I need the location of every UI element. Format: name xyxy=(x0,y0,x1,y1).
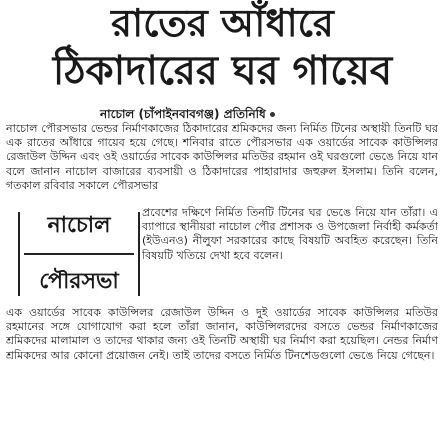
box-label-line-2: পৌরসভা xyxy=(39,268,119,294)
box-label-line-1: নাচোল xyxy=(47,213,111,238)
bullet-icon xyxy=(270,112,275,117)
headline-line-2: ঠিকাদারের ঘর গায়েব xyxy=(52,48,393,94)
box-divider xyxy=(24,253,134,255)
article-paragraph-1: নাচোল পৌরসভার ভেন্ডর নির্মাণকাজের ঠিকাদারের শ্রমিকদের জন্য নির্মিত টিনের অস্থায়ী তিনটি ঘর এক রাতের আঁধারে গায়েব হয়ে গেছে। শনিবার রাতে পৌরসভার এক ওয়ার্ডের সাবেক কাউন্সিলর রেজাউল উদ্দিন এবং ওই ওয়ার্ডের সাবেক কাউন্সিলর মতিউর রহমান ওই ঘরগুলো ভেঙে নিয়ে যান বলে জানান নাচোল বাজারের ব্যবসায়ী ও ঠিকাদারের পাহারাদার জহুরুল ইসলাম। তিনি বলেন, গতকাল রবিবার সকালে পৌরসভার xyxy=(6,122,438,192)
article-paragraph-2: প্রবেশের দক্ষিণে নির্মিত তিনটি টিনের ঘর ভেঙে নিয়ে যান তাঁরা। এ ব্যাপারে স্থানীয়রা নাচোল পৌর প্রশাসক ও উপজেলা নির্বাহী কর্মকর্তা (ইউএনও) নীলুফা সরকারের কাছে বিষয়টি অবহিত করেছেন। তিনি বিষয়টি খতিয়ে দেখা হবে বলেন। xyxy=(142,206,438,262)
headline-line-1: রাতের আঁধারে xyxy=(111,1,334,45)
byline-text: নাচোল (চাঁপাইনবাবগঞ্জ) প্রতিনিধি xyxy=(100,107,266,121)
location-box xyxy=(18,212,140,296)
article-paragraph-3: এক ওয়ার্ডের সাবেক কাউন্সিলর রেজাউল উদ্দিন ও দুই ওয়ার্ডের সাবেক কাউন্সিলর মতিউর রহমানের সঙ্গে যোগাযোগ করা হলে তাঁরা জানান, কাউন্সিলরদের বসতে ভেন্ডর নির্মাণকাজের শ্রমিকদের মালামাল ও তাদের থাকার জন্য ওই তিনটি অস্থায়ী ঘর নির্মাণ করা হয়েছিল। নেন্ডর নির্মাণ শ্রমিকদের আর কোনো প্রয়োজন নেই। তাই তাদের বসতে নির্মিত টিনশেডগুলো ভেঙে নিয়ে গেছেন। xyxy=(6,306,438,362)
